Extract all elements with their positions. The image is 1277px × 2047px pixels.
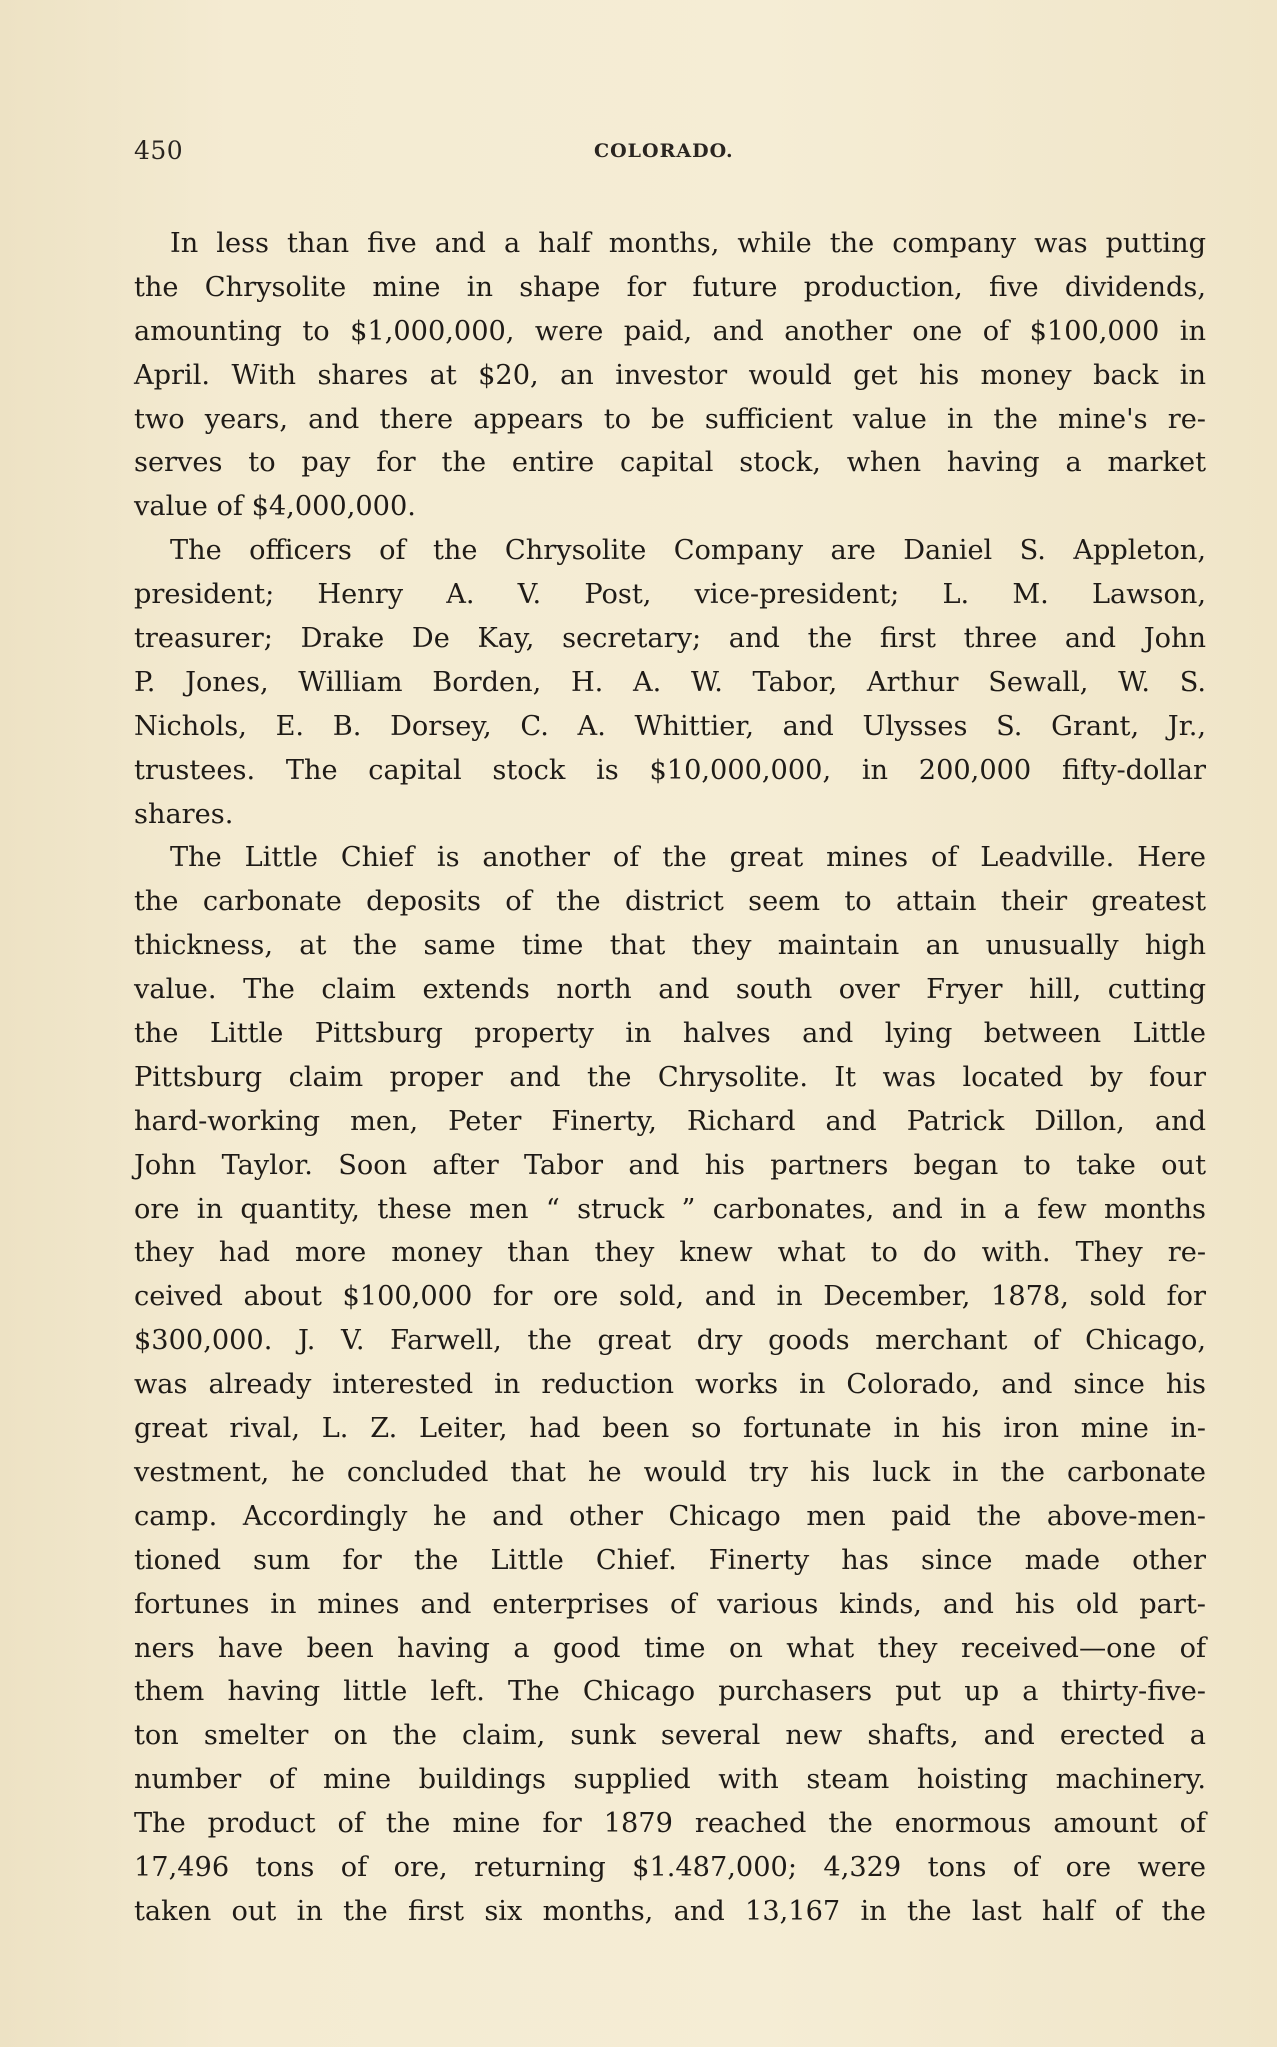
text-line: $300,000. J. V. Farwell, the great dry goods merchant of Chicago, <box>134 1325 1206 1357</box>
page-header <box>134 136 1204 176</box>
running-head: COLORADO. <box>594 140 734 162</box>
text-line: they had more money than they knew what to do with. They re- <box>134 1237 1206 1269</box>
text-line: The officers of the Chrysolite Company are Daniel S. Appleton, <box>170 535 1206 567</box>
text-line: amounting to $1,000,000, were paid, and another one of $100,000 in <box>134 315 1206 347</box>
text-line: two years, and there appears to be sufficient value in the mine's re- <box>134 403 1206 435</box>
text-line: Pittsburg claim proper and the Chrysolite. It was located by four <box>134 1061 1206 1093</box>
text-line: value of $4,000,000. <box>134 491 416 523</box>
text-line: The product of the mine for 1879 reached the enormous amount of <box>134 1808 1206 1840</box>
text-line: the Little Pittsburg property in halves and lying between Little <box>134 1018 1206 1050</box>
text-line: camp. Accordingly he and other Chicago men paid the above-men- <box>134 1500 1206 1532</box>
text-line: hard-working men, Peter Finerty, Richard and Patrick Dillon, and <box>134 1105 1206 1137</box>
text-line: great rival, L. Z. Leiter, had been so fortunate in his iron mine in- <box>134 1413 1206 1445</box>
text-line: Nichols, E. B. Dorsey, C. A. Whittier, and Ulysses S. Grant, Jr., <box>134 710 1206 742</box>
text-line: president; Henry A. V. Post, vice-president; L. M. Lawson, <box>134 579 1206 611</box>
text-line: John Taylor. Soon after Tabor and his partners began to take out <box>134 1149 1206 1181</box>
text-line: P. Jones, William Borden, H. A. W. Tabor, Arthur Sewall, W. S. <box>134 666 1206 698</box>
text-line: treasurer; Drake De Kay, secretary; and the first three and John <box>134 623 1206 655</box>
text-line: ore in quantity, these men “ struck ” carbonates, and in a few months <box>134 1193 1206 1225</box>
text-line: thickness, at the same time that they maintain an unusually high <box>134 930 1206 962</box>
paragraph <box>134 836 1206 1933</box>
text-line: tioned sum for the Little Chief. Finerty has since made other <box>134 1544 1206 1576</box>
text-line: serves to pay for the entire capital stock, when having a market <box>134 447 1206 479</box>
text-line: value. The claim extends north and south over Fryer hill, cutting <box>134 974 1206 1006</box>
text-line: number of mine buildings supplied with steam hoisting machinery. <box>134 1764 1206 1796</box>
text-line: trustees. The capital stock is $10,000,000, in 200,000 fifty-dollar <box>134 754 1206 786</box>
paragraph <box>134 222 1206 529</box>
text-line: taken out in the first six months, and 13,167 in the last half of the <box>134 1895 1206 1927</box>
text-line: In less than five and a half months, while the company was putting <box>170 228 1206 259</box>
text-line: the Chrysolite mine in shape for future production, five dividends, <box>134 271 1206 303</box>
text-line: ceived about $100,000 for ore sold, and in December, 1878, sold for <box>134 1281 1206 1313</box>
text-line: fortunes in mines and enterprises of various kinds, and his old part- <box>134 1588 1206 1620</box>
text-line: ners have been having a good time on what they received—one of <box>134 1632 1206 1664</box>
text-line: April. With shares at $20, an investor would get his money back in <box>134 359 1206 391</box>
text-line: ton smelter on the claim, sunk several new shafts, and erected a <box>134 1720 1206 1752</box>
page-number: 450 <box>134 136 184 165</box>
paragraph <box>134 529 1206 836</box>
text-line: was already interested in reduction works in Colorado, and since his <box>134 1369 1206 1401</box>
text-line: the carbonate deposits of the district seem to attain their greatest <box>134 886 1206 918</box>
text-line: The Little Chief is another of the great mines of Leadville. Here <box>170 842 1206 874</box>
text-line: them having little left. The Chicago purchasers put up a thirty-five- <box>134 1676 1206 1708</box>
text-line: shares. <box>134 798 234 830</box>
body-text <box>134 222 1206 1934</box>
text-line: 17,496 tons of ore, returning $1.487,000; 4,329 tons of ore were <box>134 1851 1206 1883</box>
text-line: vestment, he concluded that he would try his luck in the carbonate <box>134 1456 1206 1488</box>
